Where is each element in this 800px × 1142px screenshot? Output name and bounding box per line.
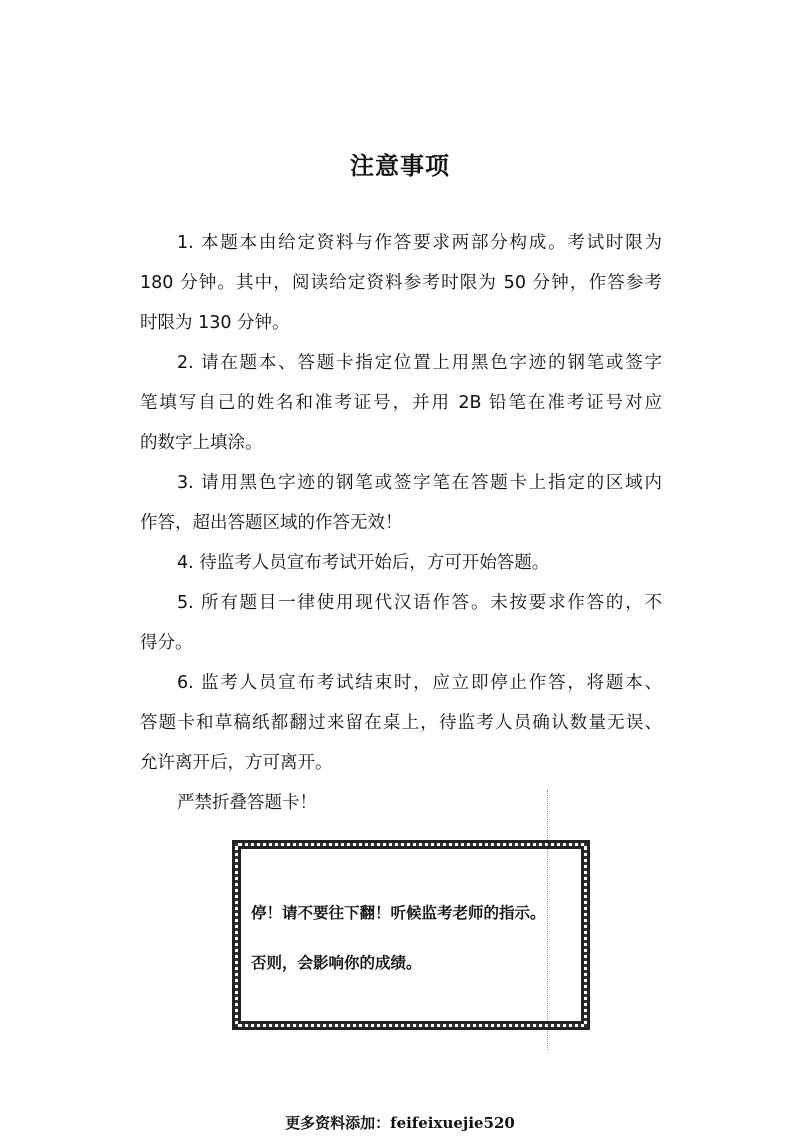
page-title: 注意事项 [350, 152, 450, 180]
instruction-paragraph [140, 583, 662, 663]
paragraph-line: 答题卡和草稿纸都翻过来留在桌上，待监考人员确认数量无误、 [140, 713, 662, 733]
paragraph-line: 得分。 [140, 633, 193, 653]
paragraph-line: 2. 请在题本、答题卡指定位置上用黑色字迹的钢笔或签字 [177, 353, 662, 373]
instruction-paragraph [140, 223, 662, 343]
paragraph-line: 180 分钟。其中，阅读给定资料参考时限为 50 分钟，作答参考 [140, 273, 662, 293]
instruction-paragraph [140, 663, 662, 783]
paragraph-line: 3. 请用黑色字迹的钢笔或签字笔在答题卡上指定的区域内 [177, 473, 662, 493]
notice-box [232, 840, 590, 1030]
notice-line-1: 停！请不要往下翻！听候监考老师的指示。 [251, 903, 546, 922]
footer-text: 更多资料添加：feifeixuejie520 [285, 1114, 515, 1132]
paragraph-line: 作答，超出答题区域的作答无效！ [140, 513, 403, 533]
instruction-paragraph [140, 783, 662, 823]
instructions [140, 223, 662, 823]
paragraph-line: 严禁折叠答题卡！ [177, 793, 317, 813]
instruction-paragraph [140, 463, 662, 543]
instruction-paragraph [140, 343, 662, 463]
paragraph-line: 6. 监考人员宣布考试结束时，应立即停止作答，将题本、 [177, 673, 662, 693]
paragraph-line: 时限为 130 分钟。 [140, 313, 290, 333]
paragraph-line: 允许离开后，方可离开。 [140, 753, 333, 773]
instruction-paragraph [140, 543, 662, 583]
paragraph-line: 4. 待监考人员宣布考试开始后，方可开始答题。 [177, 553, 550, 573]
notice-line-2: 否则，会影响你的成绩。 [251, 953, 422, 972]
paragraph-line: 的数字上填涂。 [140, 433, 263, 453]
paragraph-line: 5. 所有题目一律使用现代汉语作答。未按要求作答的，不 [177, 593, 662, 613]
paragraph-line: 1. 本题本由给定资料与作答要求两部分构成。考试时限为 [177, 233, 662, 253]
paragraph-line: 笔填写自己的姓名和准考证号，并用 2B 铅笔在准考证号对应 [140, 393, 662, 413]
